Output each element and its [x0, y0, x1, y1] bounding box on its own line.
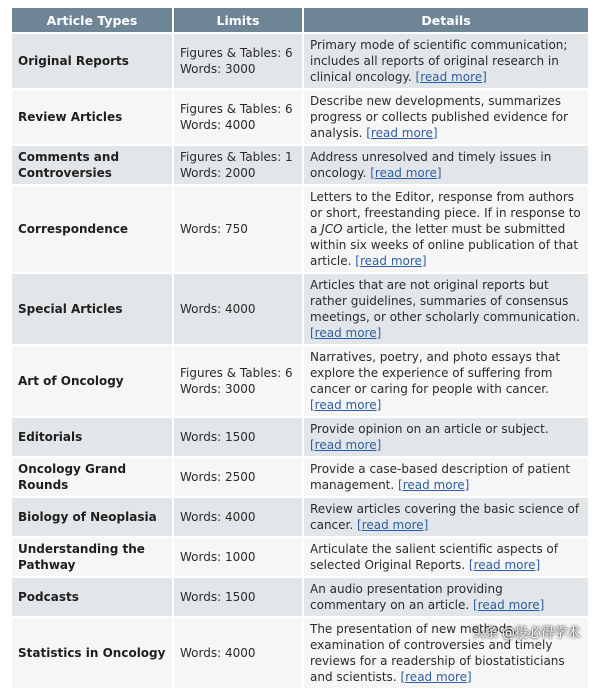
table-row: [12, 418, 588, 456]
header-article-types: Article Types: [12, 8, 172, 32]
table-row: [12, 186, 588, 272]
details-text: Review articles covering the basic science of cancer.: [310, 502, 580, 532]
read-more-link[interactable]: [read more]: [310, 326, 382, 340]
limit-line: Figures & Tables: 6: [180, 46, 293, 60]
details-text: Describe new developments, summarizes progress or collects published evidence for analysis.: [310, 94, 568, 140]
details-cell: [304, 186, 588, 272]
limit-line: Words: 1000: [180, 550, 256, 564]
limits-cell: [174, 418, 302, 456]
details-cell: [304, 578, 588, 616]
read-more-link[interactable]: [read more]: [310, 398, 382, 412]
limits-cell: [174, 578, 302, 616]
read-more-link[interactable]: [read more]: [310, 438, 382, 452]
article-type-cell: Biology of Neoplasia: [12, 498, 172, 536]
details-text: Narratives, poetry, and photo essays that explore the experience of suffering from cancer or caring for people with cancer.: [310, 350, 561, 396]
details-text: Articulate the salient scientific aspects of selected Original Reports.: [310, 542, 558, 572]
details-text: Articles that are not original reports but rather guidelines, summaries of consensus meetings, or other scholarly communication.: [310, 278, 580, 324]
details-text: The presentation of new methods, examination of controversies and timely reviews for a readership of biostatisticians and scientists.: [310, 622, 565, 684]
limit-line: Words: 4000: [180, 302, 256, 316]
article-type-cell: Correspondence: [12, 186, 172, 272]
limit-line: Words: 750: [180, 222, 248, 236]
details-cell: [304, 146, 588, 184]
details-cell: [304, 498, 588, 536]
article-type-cell: Comments and Controversies: [12, 146, 172, 184]
read-more-link[interactable]: [read more]: [473, 598, 545, 612]
table-row: [12, 498, 588, 536]
article-types-table: [10, 6, 590, 690]
read-more-link[interactable]: [read more]: [357, 518, 429, 532]
limits-cell: [174, 90, 302, 144]
details-cell: [304, 418, 588, 456]
article-type-cell: Art of Oncology: [12, 346, 172, 416]
limit-line: Words: 2000: [180, 166, 256, 180]
read-more-link[interactable]: [read more]: [415, 70, 487, 84]
limit-line: Figures & Tables: 1: [180, 150, 293, 164]
article-type-cell: Statistics in Oncology: [12, 618, 172, 688]
table-row: [12, 538, 588, 576]
journal-abbrev: JCO: [321, 222, 343, 236]
table-row: [12, 34, 588, 88]
table-header-row: [12, 8, 588, 32]
article-type-cell: Original Reports: [12, 34, 172, 88]
limits-cell: [174, 538, 302, 576]
limit-line: Words: 2500: [180, 470, 256, 484]
limits-cell: [174, 346, 302, 416]
table-row: [12, 146, 588, 184]
read-more-link[interactable]: [read more]: [468, 558, 541, 572]
limits-cell: [174, 186, 302, 272]
details-cell: [304, 346, 588, 416]
table-row: [12, 346, 588, 416]
details-text: Address unresolved and timely issues in oncology.: [310, 150, 552, 180]
watermark: 头条 @投必得学术: [471, 626, 580, 641]
article-type-cell: Oncology Grand Rounds: [12, 458, 172, 496]
limit-line: Words: 3000: [180, 382, 256, 396]
limits-cell: [174, 274, 302, 344]
table-row: [12, 274, 588, 344]
limit-line: Words: 4000: [180, 510, 256, 524]
table-row: [12, 90, 588, 144]
limit-line: Figures & Tables: 6: [180, 102, 293, 116]
limits-cell: [174, 498, 302, 536]
limits-cell: [174, 458, 302, 496]
read-more-link[interactable]: [read more]: [400, 670, 472, 684]
details-text: Primary mode of scientific communication; includes all reports of original research in clinical oncology.: [310, 38, 568, 84]
read-more-link[interactable]: [read more]: [398, 478, 470, 492]
details-text: Provide opinion on an article or subject.: [310, 422, 549, 436]
details-cell: [304, 274, 588, 344]
details-text: Provide a case-based description of patient management.: [310, 462, 571, 492]
details-cell: [304, 34, 588, 88]
limit-line: Figures & Tables: 6: [180, 366, 293, 380]
table-row: [12, 458, 588, 496]
table-row: [12, 578, 588, 616]
limit-line: Words: 4000: [180, 118, 256, 132]
limit-line: Words: 1500: [180, 590, 256, 604]
read-more-link[interactable]: [read more]: [366, 126, 438, 140]
limits-cell: [174, 618, 302, 688]
details-text: Letters to the Editor, response from authors or short, freestanding piece. If in response to a: [310, 190, 581, 236]
details-cell: [304, 458, 588, 496]
article-type-cell: Review Articles: [12, 90, 172, 144]
limit-line: Words: 4000: [180, 646, 256, 660]
article-type-cell: Podcasts: [12, 578, 172, 616]
header-limits: Limits: [174, 8, 302, 32]
details-cell: [304, 90, 588, 144]
limits-cell: [174, 34, 302, 88]
article-type-cell: Editorials: [12, 418, 172, 456]
limit-line: Words: 3000: [180, 62, 256, 76]
limits-cell: [174, 146, 302, 184]
limit-line: Words: 1500: [180, 430, 256, 444]
article-type-cell: Special Articles: [12, 274, 172, 344]
article-type-cell: Understanding the Pathway: [12, 538, 172, 576]
header-details: Details: [304, 8, 588, 32]
details-cell: [304, 538, 588, 576]
read-more-link[interactable]: [read more]: [370, 166, 442, 180]
details-text: An audio presentation providing commentary on an article.: [310, 582, 503, 612]
details-text: article, the letter must be submitted within six weeks of online publication of that article.: [310, 222, 579, 268]
read-more-link[interactable]: [read more]: [355, 254, 427, 268]
